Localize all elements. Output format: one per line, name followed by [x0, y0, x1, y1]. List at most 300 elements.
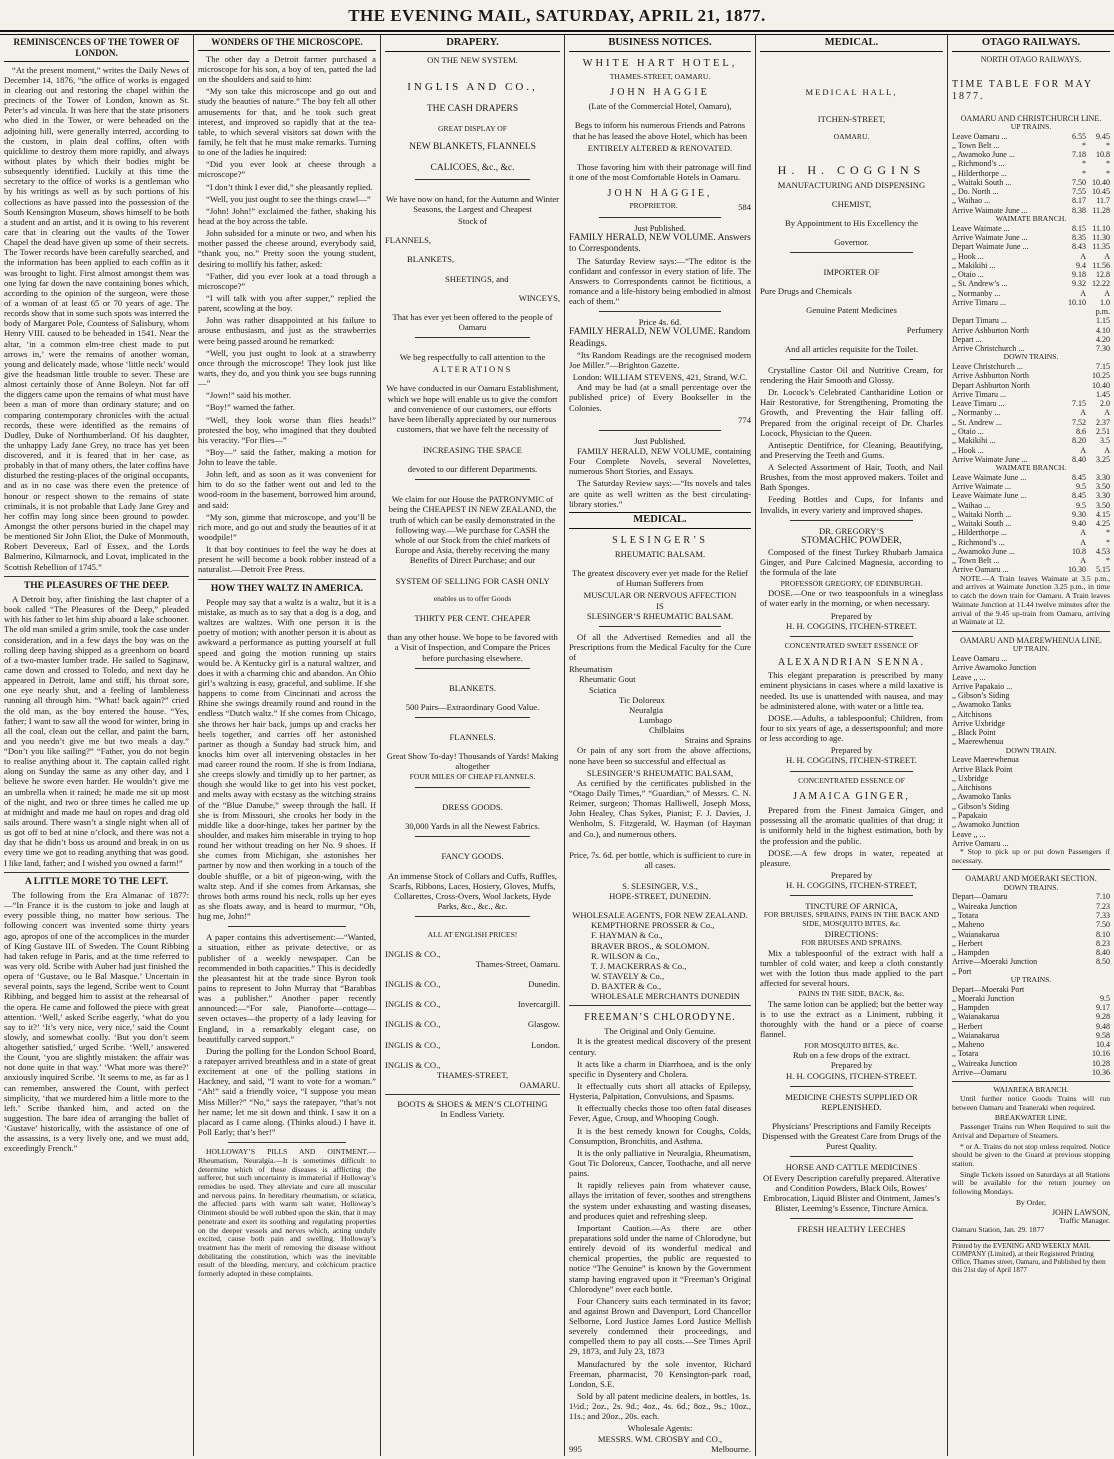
article-paragraph: “Jown!” said his mother. [206, 390, 291, 401]
departure-time [1086, 830, 1110, 839]
ad-line: INCREASING THE SPACE [423, 445, 522, 456]
article-body: “At the present moment,” writes the Daily News of December 14, 1876, “the office of works is engaged in clearing out and restoring the chapel within the precincts of the Tower of London, known as St. Peter’s ad vincula. It was here that the state prisoners who died in the Tower, or were beheaded on the adjoining hill, were generally interred, according to the custom, in plain deal coffins, often with quicklime to destroy them more rapidly, and always without plates by which their bodies might be subsequently identified. Luckily at this time the secretary to the office of works is a gentleman who by his writings as well as by such portions of his collections as have passed into the possession of the South Kensington Museum, shows himself to be both a student and an artist, and it is owing to his reverent care that in clearing out the vaults of the Tower Chapel the dead have given up some of their secrets. The Tower records have been carefully searched, and the information has been applied to each coffin as it was brought to light. First almost amongst them was one lying far down the nave containing bones which, according to the opinion of the surgeon, were those of a woman of at least 65 or 70 years of age. The records show that in some such spots was interred the body of Margaret Pole, Countess of Salisbury, whom Henry VIII. caused to be beheaded in 1541. Near the altar, ‘in a common elm-tree chest made to put arrows in,’ were the remains of another woman, young and delicately made, whose ‘little neck’ would give the headsman little trouble to sever. These are almost certainly those of Anne Boleyn. Not far off the diggers came upon the remains of what must have been a man of more than ordinary stature; and on comparing contemporary chronicles with the actual records, these were identified as the remains of Dudley, Duke of Northumberland. Of his daughter, the unhappy Lady Jane Grey, no trace has yet been discovered, and it is feared that in her case, as probably in that of many others, the later coffins have disturbed the resting-places of the original occupants, and as in no case was there even the pretence of honour or respect shown to the remains of state criminals, it is not probable that Lady Jane Grey and her coffin may long since been ground to powder. Amongst the other persons buried in the chapel may be mentioned Sir John Eliot, the Duke of Monmouth, Robert Devereux, Earl of Essex, and the Lords Balmerino, Kilmarnock, and Lovat, implicated in the Scottish Rebellion of 1745.” [4, 64, 189, 572]
spacer [952, 64, 1110, 73]
station-name: ,, Waireaka Junction [952, 1058, 1017, 1068]
divider [415, 179, 530, 180]
ad-line: PROPRIETOR. [629, 200, 678, 210]
timetable-subhead: WAIAREKA BRANCH. [993, 1085, 1069, 1095]
ad-line: Crystalline Castor Oil and Nutritive Cream, for rendering the Hair Smooth and Glossy. [760, 364, 943, 385]
article-paragraph: “Boy—” said the father, making a motion for John to leave the table. [198, 446, 376, 468]
ad-line: It effectually checks those too often fatal diseases Fever, Ague, Croup, and Whooping Cough. [569, 1103, 751, 1124]
timetable-row [952, 682, 1110, 691]
spacer [385, 185, 560, 194]
ad-line: Wholesale Agents: [627, 1423, 693, 1434]
timetable-subhead: WAIMATE BRANCH. [995, 214, 1067, 223]
ad-line: We have now on hand, for the Autumn and Winter Seasons, the Largest and Cheapest [385, 193, 560, 214]
departure-time: 11.56 [1092, 260, 1110, 270]
ad-line: Price 4s. 6d. [638, 317, 682, 328]
timetable-row [952, 663, 1110, 672]
timetable-row [952, 538, 1110, 547]
ad-number: 995 [569, 1443, 582, 1454]
departure-time: 9.48 [1096, 1021, 1110, 1031]
station-name: ,, Maheno [952, 1040, 985, 1050]
timetable-row [952, 169, 1110, 178]
station-name: ,, Normanby ... [952, 288, 1001, 298]
timetable-subhead: UP TRAINS. [1010, 121, 1052, 131]
departure-time [1062, 737, 1086, 746]
ad-line: DOSE.—Adults, a tablespoonful; Children, from four to six years of age, a dessertspoonful; and more or less according to age. [760, 712, 943, 744]
departure-time [1062, 381, 1086, 390]
ad-title: WHITE HART HOTEL, [582, 58, 738, 70]
departure-time: * [1082, 140, 1086, 150]
branch-town: Glasgow. [527, 1019, 560, 1030]
departure-time [1062, 673, 1086, 682]
station-name: ,, Waitaki South ... [952, 519, 1012, 529]
article-paragraph: “Well, you just ought to look at a strawberry once through the microscope! They look just like warts, they do, and you think you see bugs running—” [198, 347, 376, 389]
ad-line: The greatest discovery ever yet made for the Relief of Human Sufferers from [571, 568, 749, 589]
ad-line: FAMILY HERALD, NEW VOLUME, containing Four Complete Novels, several Novelettes, numerous Short Stories, and Essays. [569, 445, 751, 477]
ad-line: It is the greatest medical discovery of the present century. [569, 1036, 751, 1057]
departure-time: A [1104, 408, 1110, 418]
departure-time [1086, 755, 1110, 764]
departure-time [1062, 792, 1086, 801]
departure-time: A [1080, 408, 1086, 418]
article-paragraph: “My son take this microscope and go out and study the beauties of nature.” The boy felt all other amusements for that, and he took such great interest, and improved so rapidly that at the tea-table, to which several visitors sat down with the family, he felt that he must make remarks. Turning to one of the ladies he inquired: [198, 86, 376, 158]
ailment-item: Rheumatic Gout [579, 674, 636, 685]
station-name: Arrive Papakaio ... [952, 681, 1013, 691]
ad-line: BLANKETS. [448, 682, 497, 693]
spacer [385, 567, 560, 576]
departure-time [1062, 830, 1086, 839]
station-name: ,, Hampden [952, 948, 990, 958]
ad-title: MEDICINE CHESTS SUPPLIED OR REPLENISHED. [785, 1091, 918, 1112]
spacer [569, 841, 751, 850]
departure-time: 1.0 [1100, 297, 1110, 307]
timetable-row [952, 501, 1110, 510]
ad-line: H. H. COGGINS, ITCHEN-STREET. [786, 755, 917, 766]
ad-line: Or pain of any sort from the above affections, none have been so successful and effectual as [569, 745, 751, 766]
station-name: Leave Waimate June ... [952, 472, 1027, 482]
station-name: ,, Uxbridge [952, 773, 989, 783]
spacer [760, 209, 943, 218]
article-headline: A LITTLE MORE TO THE LEFT. [25, 876, 168, 887]
timetable-row [952, 482, 1110, 491]
timetable-row [952, 765, 1110, 774]
departure-time: 8.23 [1096, 938, 1110, 948]
departure-time [1062, 728, 1086, 737]
departure-time: 9.18 [1072, 270, 1086, 280]
station-name: Arrive Waimate ... [952, 482, 1011, 492]
timetable-note: * Stop to pick up or put down Passengers if necessary. [952, 847, 1110, 865]
ad-line: 500 Pairs—Extraordinary Good Value. [405, 701, 540, 712]
branch-item [385, 1040, 560, 1050]
timetable-row [952, 371, 1110, 380]
station-name: ,, Richmond’s ... [952, 159, 1005, 169]
departure-time: 8.15 [1072, 223, 1086, 233]
agent-item: WHOLESALE MERCHANTS DUNEDIN [591, 991, 740, 1002]
departure-time: 9.17 [1096, 1003, 1110, 1013]
departure-time: 8.45 [1072, 472, 1086, 482]
departure-time: 10.40 [1092, 177, 1110, 187]
ad-title: FAMILY HERALD, NEW VOLUME. Answers to Correspondents. [569, 233, 751, 255]
departure-time: 10.30 [1068, 565, 1086, 575]
spacer [760, 296, 943, 305]
ad-title: SLESINGER’S [612, 535, 708, 547]
departure-time: 7.15 [1096, 362, 1110, 372]
station-name: Arrive Timaru ... [952, 297, 1006, 307]
newspaper-title: THE EVENING MAIL, SATURDAY, APRIL 21, 1877. [348, 6, 766, 25]
ad-line: And may be had (at a small percentage over the published price) of Every Bookseller in the Colonies. [569, 382, 751, 413]
spacer [569, 559, 751, 568]
station-name: ,, Maheno [952, 920, 985, 930]
departure-time: A [1080, 528, 1086, 538]
departure-time: 11.28 [1092, 205, 1110, 215]
departure-time: 9.5 [1076, 482, 1086, 492]
departure-time [1062, 371, 1086, 380]
station-name: Arrive Oamaru ... [952, 838, 1009, 848]
ad-line: Of Every Description carefully prepared. Alterative and Condition Powders, Black Oils, Rowes’ Embrocation, Liquid Blister and Ointment, James’s Blister, Leeming’s Essence, Tincture Arnica. [762, 1172, 941, 1213]
station-name: ,, Waianakarua [952, 1030, 1000, 1040]
timetable-row [952, 957, 1110, 966]
station-name: ,, Richmond’s ... [952, 537, 1005, 547]
divider [599, 311, 721, 312]
station-name: Leave Christchurch ... [952, 362, 1023, 372]
spacer [760, 316, 943, 325]
timetable-row [952, 1012, 1110, 1021]
departure-time: 10.8 [1096, 150, 1110, 160]
departure-time: A [1104, 445, 1110, 455]
timetable-row [952, 691, 1110, 700]
spacer [569, 901, 751, 910]
ailment-item: Chilblains [649, 725, 685, 736]
departure-time [1062, 700, 1086, 709]
station-name: Depart—Oamaru [952, 892, 1008, 902]
timetable-row [952, 1049, 1110, 1058]
timetable-row [952, 948, 1110, 957]
divider [790, 1156, 913, 1157]
timetable-christchurch [952, 316, 1110, 353]
article-paragraph: “Well, they look worse than flies heads!” protested the boy, who imagined that they doubted his veracity. “For flies—” [198, 414, 376, 445]
article-headline: THE PLEASURES OF THE DEEP. [23, 580, 170, 591]
spacer [385, 303, 560, 312]
article-paragraph: John was rather disappointed at his failure to arouse enthusiasm, and just as the strawberries were being passed around he remarked: [198, 315, 376, 346]
timetable-row [952, 279, 1110, 288]
ad-line: THE CASH DRAPERS [426, 104, 519, 115]
station-name: ,, Black Point [952, 728, 996, 738]
timetable-row [952, 473, 1110, 482]
section-heading: MEDICAL. [569, 512, 751, 529]
departure-time: 4.10 [1096, 325, 1110, 335]
departure-time: 9.5 [1100, 993, 1110, 1003]
spacer [385, 812, 560, 821]
departure-time [1062, 316, 1086, 325]
ad-line: SYSTEM OF SELLING FOR CASH ONLY [395, 576, 550, 587]
timetable-row [952, 446, 1110, 455]
timetable-row [952, 985, 1110, 994]
ailment-item: Tic Doloreux [619, 694, 665, 705]
departure-time [1086, 765, 1110, 774]
station-name: ,, Hilderthorpe ... [952, 168, 1007, 178]
departure-time: 3.50 [1096, 482, 1110, 492]
departure-time [1086, 792, 1110, 801]
timetable-row [952, 418, 1110, 427]
timetable-note: NOTE.—A Train leaves Waimate at 3.5 p.m., and arrives at Waimate Junction 3.25 p.m., in time to catch the down train for Oamaru. A Train leaves Waimate Junction at 11.44 twelve minutes after the arrival of the 9.45 up-train from Oamaru, arriving at Waimate at 12. [952, 573, 1110, 627]
ad-line: THAMES-STREET, OAMARU. [609, 71, 711, 81]
ad-number: 774 [738, 414, 751, 425]
spacer [385, 674, 560, 683]
departure-time: 8.45 [1072, 491, 1086, 501]
station-name: ,, St. Andrew ... [952, 417, 1002, 427]
station-name: ,, Papakaio [952, 810, 988, 820]
timetable-row [952, 178, 1110, 187]
spacer [760, 335, 943, 344]
departure-time [1086, 811, 1110, 820]
departure-time: 8.40 [1072, 454, 1086, 464]
departure-time: 3.30 [1096, 491, 1110, 501]
ad-title: ALEXANDRIAN SENNA. [777, 656, 926, 668]
spacer [385, 284, 560, 293]
ad-line: Stock of [458, 216, 487, 227]
timetable-row [952, 326, 1110, 335]
timetable-row [952, 390, 1110, 399]
departure-time: * [1106, 140, 1110, 150]
station-name: ,, Waianakarua [952, 1012, 1000, 1022]
ad-line: Governor. [834, 236, 869, 247]
spacer [385, 154, 560, 163]
spacer [385, 842, 560, 851]
timetable-waimate-down [952, 473, 1110, 575]
departure-time: * [1106, 159, 1110, 169]
departure-time: A [1080, 445, 1086, 455]
departure-time [1062, 719, 1086, 728]
departure-time [1086, 673, 1110, 682]
departure-time [1062, 654, 1086, 663]
timetable-row [952, 141, 1110, 150]
departure-time: 7.33 [1096, 911, 1110, 920]
station-name: ,, Waireaka Junction [952, 901, 1017, 911]
timetable-subhead: WAIMATE BRANCH. [995, 463, 1067, 473]
ad-line: Prepared by [830, 1060, 873, 1071]
departure-time [1086, 783, 1110, 792]
departure-time: 4.20 [1096, 334, 1110, 344]
ailment-list [569, 664, 751, 745]
timetable-row [952, 187, 1110, 196]
ad-line: Begs to inform his numerous Friends and Patrons that he has leased the above Hotel, which has been [572, 120, 748, 141]
ad-title: TINCTURE OF ARNICA, [805, 901, 898, 912]
agent-item: F. HAYMAN & Co., [591, 930, 663, 941]
station-name: ,, Maerewhenua [952, 737, 1004, 747]
article-paragraph: John subsided for a minute or two, and when his mother passed the cheese around, everybody said, “thank you, no.” Pretty soon the young student, desiring to mollify his father, asked: [198, 228, 376, 269]
branch-town: London. [531, 1039, 560, 1050]
ad-line: Antiseptic Dentifrice, for Cleaning, Beautifying, and Preserving the Teeth and Gums. [760, 439, 943, 460]
ad-line: THIRTY PER CENT. CHEAPER [414, 613, 531, 624]
ad-title: JAMAICA GINGER, [793, 791, 910, 803]
departure-time: 10.16 [1092, 1049, 1110, 1059]
departure-time: 8.6 [1076, 427, 1086, 437]
timetable-up [952, 132, 1110, 215]
timetable-note: Passenger Trains run When Required to suit the Arrival and Departure of Steamers. [952, 1122, 1110, 1140]
divider [952, 1081, 1110, 1082]
station-name: Arrive Black Point [952, 764, 1013, 774]
timetable-row [952, 1022, 1110, 1031]
timetable-subhead: UP TRAIN. [1012, 644, 1050, 654]
ad-line: “Its Random Readings are the recognised modern Joe Miller.”—Brighton Gazette. [569, 349, 751, 370]
article-headline: WONDERS OF THE MICROSCOPE. [198, 36, 376, 51]
article-body: A Detroit boy, after finishing the last chapter of a book called “The Pleasures of the Deep,” pleaded with his father to let him ship aboard a lake schooner. The old man smiled a grim smile, took the case under consideration, and in a few days the boy was on the rolling deep having shipped as a greenhorn on board of a two-master lumber trade. He sailed to Saginaw, came down and crossed to Toledo, and next day he appeared in Detroit, lame and stiff, his throat sore, one eye nearly shut, and a feeling of lambleness running all through him. “What! back again?” cried the old man, as the boy entered the house. “Yes, father; I want to saw all the wood for winter, bring in all the coal, clean out the cellar, and paint the barn, and you needn’t give me but two meals a day.” “Don’t you like sailing?” “Father, you do not begin to realise anything about it. The captain called right along on Sunday the same as any other day, and I believe he swore even harder. He wouldn’t give me an umbrella when it rained; he made me sit up most of the night, and two or three times he called me up at midnight and made me haul on ropes and drag old sails around. There wasn’t a single night when all of us got off to bed at nine o’clock, and there was not a day that he didn’t boss us around and break in on us every time we got to reading anything that was good. I like land, father; and I wished you owned a farm!” [4, 593, 189, 868]
ad-line: SLESINGER’S RHEUMATIC BALSAM, [586, 767, 734, 778]
timetable-row [952, 673, 1110, 682]
ad-line: IS [656, 600, 664, 611]
ad-line: NEW BLANKETS, FLANNELS [409, 142, 536, 153]
spacer [385, 226, 560, 235]
timetable-row [952, 547, 1110, 556]
station-name: ,, Makikihi ... [952, 436, 996, 446]
departure-time: 8.38 [1072, 205, 1086, 215]
station-name: Arrive Ashburton North [952, 325, 1029, 335]
divider [952, 631, 1110, 632]
timetable-row [952, 408, 1110, 417]
station-name: ,, Aitchisons [952, 709, 992, 719]
station-name: ,, Awamoko June ... [952, 150, 1015, 160]
station-name: ,, Herbert [952, 1021, 983, 1031]
ad-line: Prepared by [830, 869, 873, 880]
timetable-subhead: UP TRAINS. [1010, 974, 1052, 984]
station-name: ,, Otaio ... [952, 270, 984, 280]
ad-line: The Original and Only Genuine. [604, 1026, 716, 1037]
station-name: ,, Waitaki South ... [952, 177, 1012, 187]
station-name: Arrive Uxbridge [952, 718, 1006, 728]
ad-title: H. H. COGGINS [777, 163, 926, 178]
departure-time: A [1080, 556, 1086, 566]
spacer [760, 141, 943, 157]
spacer [385, 265, 560, 274]
departure-time: * [1106, 168, 1110, 178]
spacer [569, 111, 751, 120]
spacer [760, 277, 943, 286]
branch-item [385, 1019, 560, 1029]
ad-line: ALTERATIONS [432, 364, 513, 375]
departure-time: 9.40 [1072, 519, 1086, 529]
branch-list [385, 949, 560, 1050]
timetable-title: OAMARU AND CHRISTCHURCH LINE. [960, 113, 1102, 123]
ad-line: As certified by the certificates published in the “Otago Daily Times,” “Guardian,” of Messrs. C. N. Reimer, surgeon; Thomas Halliwell, Joseph Moss, John Healey, Chas Sykes, Pianist; F. J. Davies, J. Wenholm, S. Fitzgerald, W. Hayman (of Hayman and Co.), and numerous others. [569, 777, 751, 839]
departure-time: 8.50 [1096, 957, 1110, 967]
departure-time [1086, 710, 1110, 719]
timetable-note: * or A. Trains do not stop unless required. Notice should be given to the Guard at previous stopping station. [952, 1141, 1110, 1168]
divider [415, 717, 530, 718]
spacer [385, 436, 560, 445]
timetable-moeraki-down [952, 892, 1110, 975]
departure-time: 10.28 [1092, 1058, 1110, 1068]
ad-line: Of all the Advertised Remedies and all the Prescriptions from the Medical Faculty for the Cure of [569, 631, 751, 663]
station-name: Leave Maerewhenua [952, 755, 1019, 765]
timetable-row [952, 1068, 1110, 1077]
column-3 [381, 36, 564, 1454]
timetable-row [952, 196, 1110, 205]
station-name: ,, Awamoko Junction [952, 820, 1020, 830]
departure-time: 2.0 [1100, 399, 1110, 409]
station-name: ,, Town Belt ... [952, 140, 1000, 150]
ad-line: An immense Stock of Collars and Cuffs, Ruffles, Scarfs, Ribbons, Laces, Hosiery, Gloves, Muffs, Collarettes, Cross-Overs, Wool Jackets, Hyde Parks, &c., &c., &c. [388, 870, 557, 912]
branch-name: INGLIS & CO., [385, 948, 441, 959]
spacer [385, 374, 560, 383]
departure-time: A [1080, 537, 1086, 547]
station-name: ,, Awamoko Tanks [952, 792, 1011, 802]
timetable-moeraki-up [952, 985, 1110, 1078]
departure-time: * [1082, 159, 1086, 169]
ad-line: SLESINGER’S RHEUMATIC BALSAM. [586, 610, 734, 621]
station-name: Arrive—Moeraki Junction [952, 957, 1038, 967]
ad-line: Composed of the finest Turkey Rhubarb Jamaica Ginger, and Pure Calcined Magnesia, according to the formula of the late [760, 547, 943, 578]
printer-imprint: Printed by the EVENING AND WEEKLY MAIL COMPANY (Limited), at their Registered Printing Office, Thames street, Oamaru, and Published by them this 21st day of April 1877 [952, 1240, 1110, 1274]
ad-line: It rapidly relieves pain from whatever cause, allays the irritation of fever, soothes and strengthens the system under exhausting and wasting diseases, and produces quiet and refreshing sleep. [569, 1180, 751, 1221]
column-1 [0, 36, 193, 1454]
timetable-row [952, 820, 1110, 829]
departure-time: * [1106, 528, 1110, 538]
ad-line: OAMARU. [833, 131, 870, 141]
divider [599, 217, 721, 218]
ad-number: 584 [738, 201, 751, 212]
divider [415, 337, 530, 338]
departure-time: 9.30 [1072, 509, 1086, 519]
ad-line: The same lotion can be applied; but the better way is to use the extract as a Liniment, rubbing it thoroughly with the hand or a piece of coarse flannel. [760, 998, 943, 1040]
timetable-maerewhenua-up [952, 654, 1110, 747]
timetable-down [952, 362, 1110, 464]
ad-line: We beg respectfully to call attention to the [399, 352, 546, 363]
ad-line: London: WILLIAM STEVENS, 421, Strand, W.C. [572, 372, 748, 383]
ad-line: And all articles requisite for the Toilet. [784, 343, 919, 354]
ad-line: CHEMIST, [831, 198, 872, 209]
station-name: ,, Waihao ... [952, 196, 991, 206]
ad-line: MANUFACTURING AND DISPENSING [777, 179, 926, 190]
departure-time: * [1082, 168, 1086, 178]
departure-time: 7.50 [1096, 920, 1110, 930]
departure-time: 9.28 [1096, 1012, 1110, 1022]
departure-time [1062, 390, 1086, 399]
departure-time [1062, 362, 1086, 371]
divider [415, 479, 530, 480]
departure-time [1062, 691, 1086, 700]
ad-line: Dr. Locock’s Celebrated Cantharidine Lotion or Hair Restorative, for Strengthening, Promoting the Growth, and Preventing the Hair falling off. Prepared from the original receipt of Dr. Charles Locock, Physician to the Queen. [760, 387, 943, 438]
station-name: ,, Normanby ... [952, 408, 1001, 418]
branch-town: Invercargill. [517, 999, 560, 1010]
departure-time: 8.10 [1096, 929, 1110, 939]
ad-title: FREEMAN’S CHLORODYNE. [584, 1012, 736, 1024]
agent-item: KEMPTHORNE PROSSER & Co., [591, 920, 715, 931]
station-name: Arrive Oamaru ... [952, 565, 1009, 575]
departure-time [1086, 967, 1110, 976]
divider [569, 1005, 751, 1006]
ad-line: DOSE.—One or two teaspoonfuls in a wineglass of water early in the morning, or when necessary. [760, 588, 943, 609]
divider [790, 771, 913, 772]
timetable-row [952, 1040, 1110, 1049]
branch-town: Dunedin. [528, 979, 560, 990]
station-name: ,, Port [952, 966, 972, 976]
ad-title: DR. GREGORY’S [819, 525, 884, 536]
timetable-row [952, 316, 1110, 325]
timetable-row [952, 132, 1110, 141]
timetable-row [952, 510, 1110, 519]
timetable-subhead: DOWN TRAIN. [1005, 745, 1057, 755]
departure-time: 10.36 [1092, 1067, 1110, 1077]
ad-title: HORSE AND CATTLE MEDICINES [785, 1162, 918, 1173]
station-name: Arrive—Oamaru [952, 1067, 1007, 1077]
ad-line: FOR MOSQUITO BITES, &c. [804, 1040, 899, 1050]
article-paragraph: “John! John!” exclaimed the father, shaking his head at the boy across the table. [198, 205, 376, 226]
departure-time [1086, 719, 1110, 728]
departure-time: 9.5 [1076, 500, 1086, 510]
station-name: ,, Hilderthorpe ... [952, 528, 1007, 538]
